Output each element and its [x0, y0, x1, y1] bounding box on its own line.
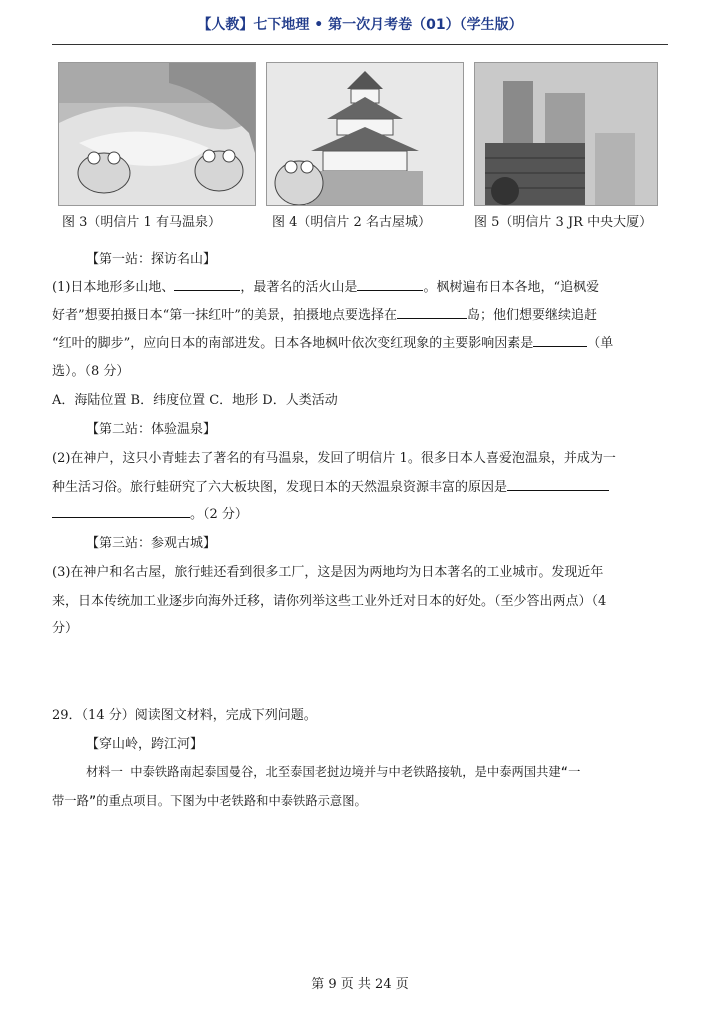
question-3-line-3: 分） [52, 621, 79, 636]
material-1-line-2: 带一路”的重点项目。下图为中老铁路和中泰铁路示意图。 [52, 794, 367, 808]
answer-blank[interactable] [397, 306, 467, 319]
figure-3-caption: 图 3（明信片 1 有马温泉） [62, 215, 221, 230]
station-2-title: 【第二站：体验温泉】 [86, 422, 217, 437]
figure-4-caption: 图 4（明信片 2 名古屋城） [272, 215, 431, 230]
question-2-line-1: (2)在神户，这只小青蛙去了著名的有马温泉，发回了明信片 1。很多日本人喜爱泡温泉，并成为一 [52, 451, 616, 466]
answer-blank[interactable] [174, 278, 240, 291]
postcard-1-image [58, 62, 256, 206]
station-1-title: 【第一站：探访名山】 [86, 252, 217, 267]
figure-5-caption: 图 5（明信片 3 JR 中央大厦） [474, 215, 653, 230]
question-1-line-1: (1)日本地形多山地、 ，最著名的活火山是 。枫树遍布日本各地，“追枫爱 [52, 280, 600, 295]
header-rule [52, 44, 668, 45]
question-2-line-2: 种生活习俗。旅行蛙研究了六大板块图，发现日本的天然温泉资源丰富的原因是 [52, 476, 672, 495]
answer-blank[interactable] [52, 505, 190, 518]
question-2-line-3: 。（2 分） [52, 503, 672, 522]
question-1-line-2: 好者”想要拍摄日本“第一抹红叶”的美景，拍摄地点要选择在 岛；他们想要继续追赶 [52, 308, 597, 323]
page-header: 【人教】七下地理 • 第一次月考卷（01）（学生版） [197, 17, 523, 33]
answer-blank[interactable] [533, 334, 587, 347]
answer-blank[interactable] [357, 278, 423, 291]
question-1-line-3: “红叶的脚步”，应向日本的南部进发。日本各地枫叶依次变红现象的主要影响因素是 （单 [52, 336, 614, 351]
question-3-line-2: 来，日本传统加工业逐步向海外迁移，请你列举这些工业外迁对日本的好处。（至少答出两点）（4 [52, 594, 607, 609]
answer-blank[interactable] [507, 478, 609, 491]
question-3-line-1: (3)在神户和名古屋，旅行蛙还看到很多工厂，这是因为两地均为日本著名的工业城市。发现近年 [52, 565, 604, 580]
station-3-title: 【第三站：参观古城】 [86, 536, 217, 551]
question-29-title: 【穿山岭，跨江河】 [86, 737, 204, 752]
question-1-options: A．海陆位置 B．纬度位置 C．地形 D．人类活动 [52, 393, 338, 408]
page-number: 第 9 页 共 24 页 [311, 977, 409, 992]
postcard-2-image [266, 62, 464, 206]
question-29-intro: 29．（14 分）阅读图文材料，完成下列问题。 [52, 708, 317, 723]
material-1-line-1: 材料一 中泰铁路南起泰国曼谷，北至泰国老挝边境并与中老铁路接轨，是中泰两国共建“一 [86, 765, 581, 779]
postcard-3-image [474, 62, 658, 206]
question-1-line-4: 选）。（8 分） [52, 364, 130, 379]
